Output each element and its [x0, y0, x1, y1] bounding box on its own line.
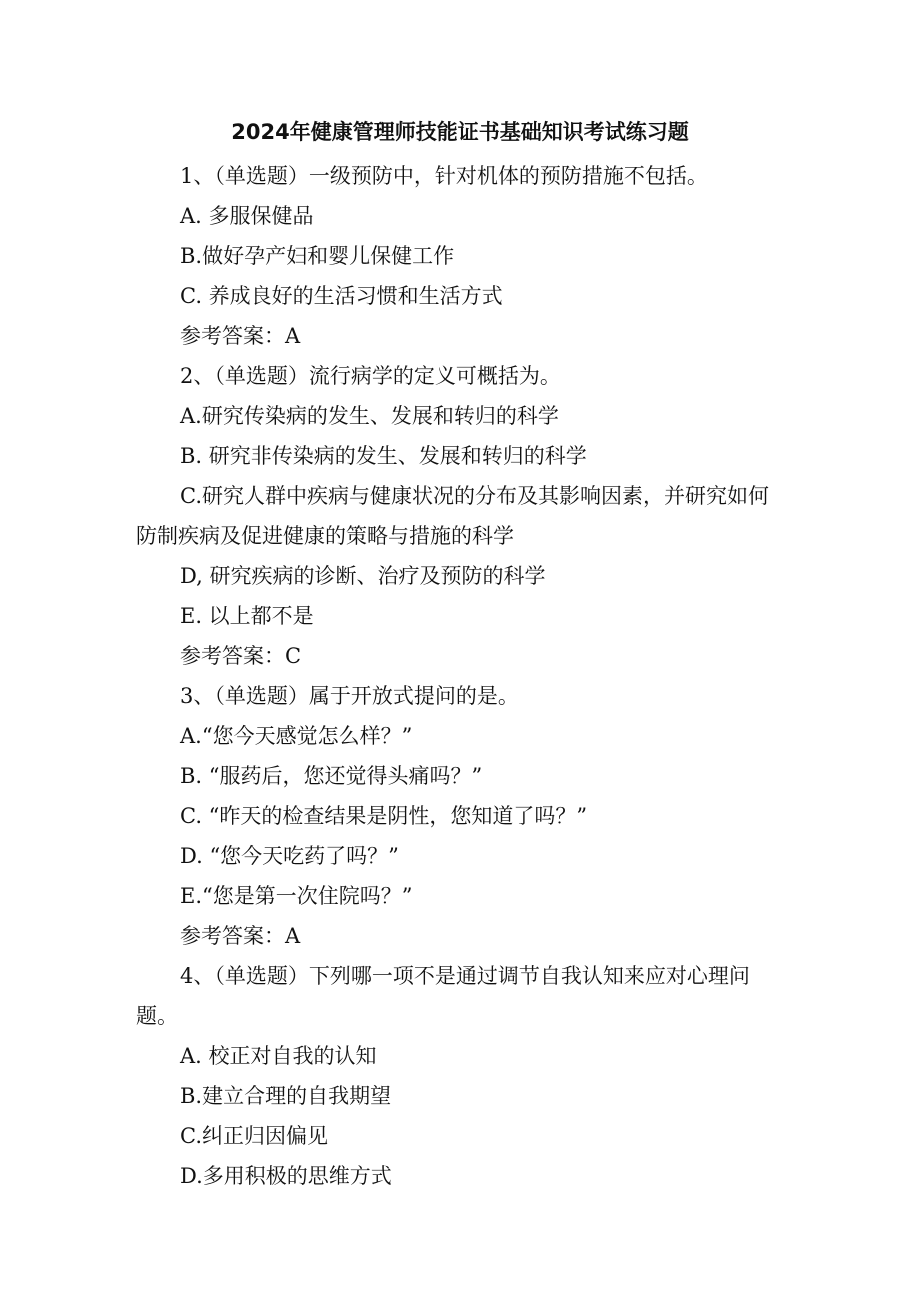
question-stem: 1、（单选题）一级预防中，针对机体的预防措施不包括。: [180, 164, 708, 188]
question-option: A.研究传染病的发生、发展和转归的科学: [180, 404, 559, 428]
question-stem: 2、（单选题）流行病学的定义可概括为。: [180, 364, 561, 388]
question-option: D.多用积极的思维方式: [180, 1164, 392, 1188]
question-option: B.建立合理的自我期望: [180, 1084, 392, 1108]
reference-answer: 参考答案：A: [180, 924, 301, 948]
question-option: C.纠正归因偏见: [180, 1124, 328, 1148]
reference-answer: 参考答案：C: [180, 644, 302, 668]
question-option: A. 多服保健品: [180, 204, 314, 228]
question-option: B. “服药后，您还觉得头痛吗？”: [180, 764, 483, 788]
question-list: [136, 156, 786, 1196]
question-option: D. “您今天吃药了吗？”: [180, 844, 399, 868]
question-option: B. 研究非传染病的发生、发展和转归的科学: [180, 444, 587, 468]
question-option: A.“您今天感觉怎么样？”: [180, 724, 413, 748]
document-title: 2024年健康管理师技能证书基础知识考试练习题: [231, 120, 689, 144]
question-option: E.“您是第一次住院吗？”: [180, 884, 413, 908]
question-option: D, 研究疾病的诊断、治疗及预防的科学: [180, 564, 546, 588]
question-option: C.研究人群中疾病与健康状况的分布及其影响因素，并研究如何防制疾病及促进健康的策略与措施的科学: [136, 484, 769, 548]
question-option: E. 以上都不是: [180, 604, 314, 628]
reference-answer: 参考答案：A: [180, 324, 301, 348]
question-option: A. 校正对自我的认知: [180, 1044, 377, 1068]
question-stem: 3、（单选题）属于开放式提问的是。: [180, 684, 519, 708]
question-stem: 4、（单选题）下列哪一项不是通过调节自我认知来应对心理问题。: [136, 964, 750, 1028]
question-option: B.做好孕产妇和婴儿保健工作: [180, 244, 455, 268]
question-option: C. “昨天的检查结果是阴性，您知道了吗？”: [180, 804, 588, 828]
question-option: C. 养成良好的生活习惯和生活方式: [180, 284, 503, 308]
